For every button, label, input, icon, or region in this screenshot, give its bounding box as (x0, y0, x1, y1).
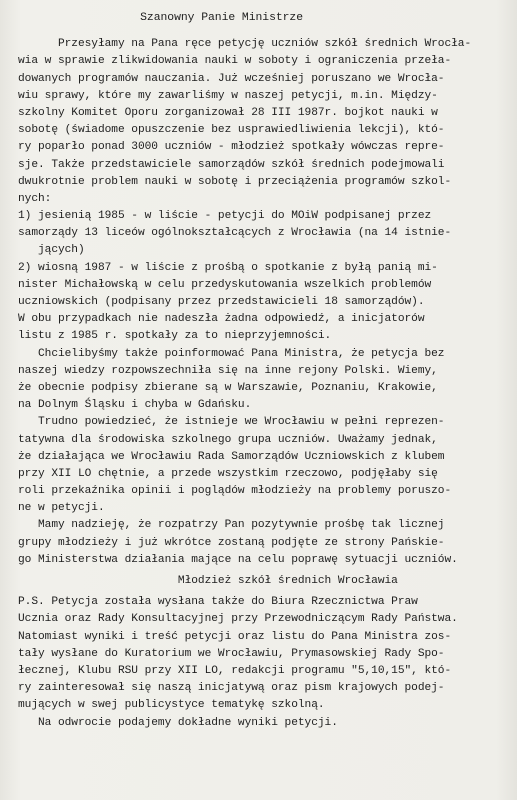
ps-line: ry zainteresował się naszą inicjatywą oraz pism krajowych podej- (18, 682, 445, 695)
body-line: uczniowskich (podpisany przez przedstawicieli 18 samorządów). (18, 296, 425, 308)
salutation: Szanowny Panie Ministrze (18, 12, 303, 24)
spacer (18, 27, 503, 36)
body-line: 1) jesienią 1985 - w liście - petycji do MOiW podpisanej przez (18, 210, 432, 223)
body-line: wia w sprawie zlikwidowania nauki w soboty i ograniczenia przeła- (18, 55, 452, 68)
body-line: sje. Także przedstawiciele samorządów szkół średnich podejmowali (18, 158, 445, 171)
body-line: W obu przypadkach nie nadeszła żadna odpowiedź, a inicjatorów (18, 313, 425, 326)
body-line: dowanych programów nauczania. Już wcześniej poruszano we Wrocła- (18, 72, 445, 85)
body-line: tatywna dla środowiska szkolnego grupa uczniów. Uważamy jednak, (18, 433, 438, 446)
ps-line: tały wysłane do Kuratorium we Wrocławiu, Prymasowskiej Rady Spo- (18, 647, 445, 660)
body-line: listu z 1985 r. spotkały za to nieprzyjemności. (18, 330, 332, 343)
body-line: samorządy 13 liceów ogólnokształcących z Wrocławia (na 14 istnie- (18, 227, 452, 240)
body-line: że działająca we Wrocławiu Rada Samorządów Uczniowskich z klubem (18, 450, 445, 463)
body-line: nych: (18, 192, 52, 205)
ps-line: Natomiast wyniki i treść petycji oraz listu do Pana Ministra zos- (18, 630, 452, 643)
body-line: Przesyłamy na Pana ręce petycję uczniów szkół średnich Wrocła- (18, 38, 472, 51)
body-line: szkolny Komitet Oporu zorganizował 28 III 1987r. bojkot nauki w (18, 106, 438, 119)
body-line: Mamy nadzieję, że rozpatrzy Pan pozytywnie prośbę tak licznej (18, 519, 445, 532)
body-line: jących) (18, 244, 85, 257)
body-line: go Ministerstwa działania mające na celu poprawę sytuacji uczniów. (18, 553, 458, 566)
body-line: roli przekaźnika opinii i poglądów młodzieży na problemy poruszo- (18, 485, 452, 498)
letter-body (18, 36, 503, 569)
body-line: dwukrotnie problem nauki w sobotę i przeciążenia programów szkol- (18, 175, 452, 188)
body-line: nister Michałowską w celu przedyskutowania wszelkich problemów (18, 278, 432, 291)
body-line: wiu sprawy, które my zawarliśmy w naszej petycji, m.in. Między- (18, 89, 438, 102)
body-line: 2) wiosną 1987 - w liście z prośbą o spotkanie z byłą panią mi- (18, 261, 438, 274)
signature: Młodzież szkół średnich Wrocławia (18, 575, 398, 587)
ps-line: Na odwrocie podajemy dokładne wyniki petycji. (18, 716, 338, 729)
body-line: grupy młodzieży i już wkrótce zostaną podjęte ze strony Pańskie- (18, 536, 445, 549)
body-line: sobotę (świadome opuszczenie bez usprawiedliwienia lekcji), któ- (18, 124, 445, 137)
body-line: Chcielibyśmy także poinformować Pana Ministra, że petycja bez (18, 347, 445, 360)
postscript (18, 594, 503, 732)
body-line: na Dolnym Śląsku i chyba w Gdańsku. (18, 399, 252, 412)
body-line: ne w petycji. (18, 502, 105, 515)
ps-line: P.S. Petycja została wysłana także do Biura Rzecznictwa Praw (18, 596, 418, 609)
ps-line: łecznej, Klubu RSU przy XII LO, redakcji programu "5,10,15", któ- (18, 664, 452, 677)
body-line: przy XII LO chętnie, a przede wszystkim rzeczowo, podjęłaby się (18, 467, 438, 480)
body-line: Trudno powiedzieć, że istnieje we Wrocławiu w pełni reprezen- (18, 416, 445, 429)
ps-line: Ucznia oraz Rady Konsultacyjnej przy Przewodniczącym Rady Państwa. (18, 613, 458, 626)
ps-line: mujących w swej publicystyce tematykę szkolną. (18, 699, 325, 712)
body-line: że obecnie podpisy zbierane są w Warszawie, Poznaniu, Krakowie, (18, 381, 438, 394)
body-line: ry poparło ponad 3000 uczniów - młodzież spotkały wówczas repre- (18, 141, 445, 154)
body-line: naszej wiedzy rozpowszechniła się na inne rejony Polski. Wiemy, (18, 364, 438, 377)
